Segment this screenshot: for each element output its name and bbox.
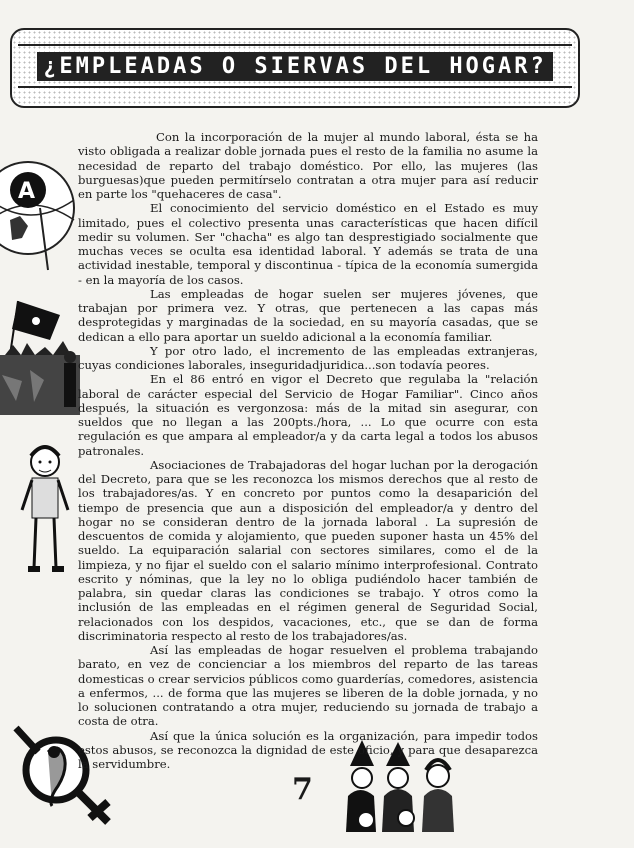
bleed-through-text [396, 4, 596, 22]
paragraph: Asociaciones de Trabajadoras del hogar luchan por la derogación del Decreto, para que se les reconozca los mismos derechos que al resto de los trabajadores/as. Y en concreto por puntos como la desaparición del tiempo de presencia que aun a disposición del empleador/a y dentro del hogar no se consideran dentro de la jornada laboral . La supresión de descuentos de comida y alojamiento, que pueden suponer hasta un 45% del sueldo. La equiparación salarial con sectores similares, como el de la limpieza, y no fijar el sueldo con el salario mínimo interprofesional. Contrato escrito y nóminas, que la ley no lo obliga pudiéndolo hacer también de palabra, sin quedar claras las condiciones se trabajo. Y otros como la inclusión de las empleadas en el régimen general de Seguridad Social, relacionados con los despidos, vacaciones, etc., que se dan de forma discriminatoria respecto al resto de los trabajadores/as. [78, 457, 538, 643]
paragraph: En el 86 entró en vigor el Decreto que regulaba la "relación laboral de carácter especial del Servicio de Hogar Familiar". Cinco años después, la situación es vergonzosa: más de la mitad sin asegurar, con sueldos que no llegan a las 200pts./hora, ... Lo que ocurre con esta regulación es que ampara al empleador/a y da carta legal a todos los abusos patronales. [78, 372, 538, 458]
paragraph: Así las empleadas de hogar resuelven el problema trabajando barato, en vez de concienciar a los miembros del reparto de las tareas domesticas o crear servicios públicos como guarderías, comedores, asistencia a enfermos, ... de forma que las mujeres se liberen de la doble jornada, y no lo solucionen contratando a otra mujer, reduciendo su jornada de trabajo a costa de otra. [78, 643, 538, 729]
page-title: ¿EMPLEADAS O SIERVAS DEL HOGAR? [37, 52, 553, 81]
svg-text:A: A [18, 179, 36, 204]
worker-figure-icon [20, 440, 70, 580]
title-banner [10, 28, 580, 108]
crowd-flag-icon [0, 295, 80, 415]
paragraph: Y por otro lado, el incremento de las empleadas extranjeras, cuyas condiciones laborales, inseguridadjuridica...son todavía peores. [78, 343, 538, 372]
page-number: 7 [292, 772, 313, 807]
article-body [78, 130, 538, 771]
paragraph: Las empleadas de hogar suelen ser mujeres jóvenes, que trabajan por primera vez. Y otras, que pertenecen a las capas más desprotegidas y marginadas de la sociedad, en su mayoría casadas, que se dedican a ello para aportar un sueldo adicional a la economía familiar. [78, 286, 538, 344]
paragraph: Así que la única solución es la organización, para impedir todos estos abusos, se reconozca la dignidad de este oficio, y para que desaparezca la servidumbre. [78, 728, 538, 771]
paragraph: El conocimiento del servicio doméstico en el Estado es muy limitado, pues el colectivo presenta unas características que hacen difícil medir su volumen. Ser "chacha" es algo tan desprestigiado socialmente que muchas veces se oculta esa identidad laboral. Y además se trata de una actividad inestable, temporal y discontinua - típica de la economía sumergida - en la mayoría de los casos. [78, 201, 538, 287]
anarchy-globe-icon [0, 150, 80, 280]
title-banner-strip [18, 44, 572, 88]
paragraph: Con la incorporación de la mujer al mundo laboral, ésta se ha visto obligada a realizar doble jornada pues el resto de la familia no asume la necesidad de reparto del trabajo doméstico. Por ello, las mujeres (las burguesas)que pueden permitírselo contratan a otra mujer para así reducir en parte los "quehaceres de casa". [78, 130, 538, 201]
